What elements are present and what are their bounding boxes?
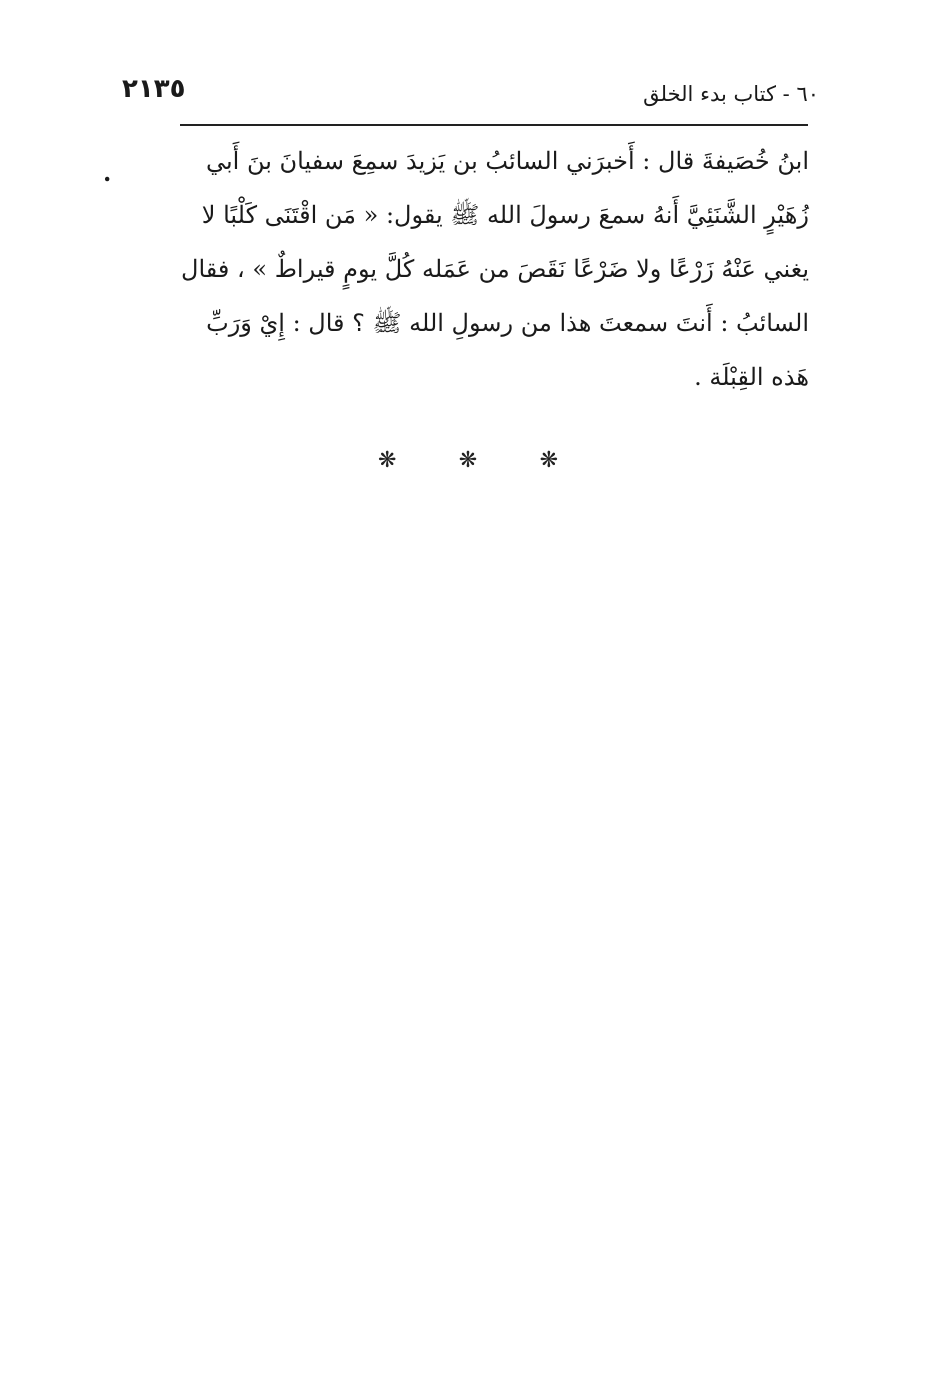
- asterism-star-icon: ❋: [378, 448, 397, 473]
- asterism-star-icon: ❋: [458, 448, 478, 473]
- text-line: ابنُ خُصَيفةَ قال : أَخبرَني السائبُ بن يَزيدَ سمِعَ سفيانَ بنَ أَبي: [206, 147, 809, 175]
- text-line: هَذه القِبْلَة .: [694, 363, 809, 391]
- page-number: ٢١٣٥: [122, 74, 186, 104]
- running-header: ٦٠ - كتاب بدء الخلق: [643, 82, 819, 106]
- header-rule: [180, 124, 808, 126]
- section-separator: [378, 448, 558, 473]
- text-line: السائبُ : أَنتَ سمعتَ هذا من رسولِ الله ﷺ ؟ قال : إِيْ وَرَبِّ: [206, 309, 809, 337]
- body-text: [134, 134, 809, 404]
- text-line: زُهَيْرٍ الشَّنَئِيَّ أَنهُ سمعَ رسولَ الله ﷺ يقول: « مَن اقْتَنَى كَلْبًا لا: [201, 201, 809, 229]
- asterism-star-icon: ❋: [539, 448, 558, 473]
- margin-mark: .: [103, 158, 112, 187]
- text-line: يغني عَنْهُ زَرْعًا ولا ضَرْعًا نَقَصَ من عَمَله كُلَّ يومٍ قيراطٌ » ، فقال: [181, 255, 809, 283]
